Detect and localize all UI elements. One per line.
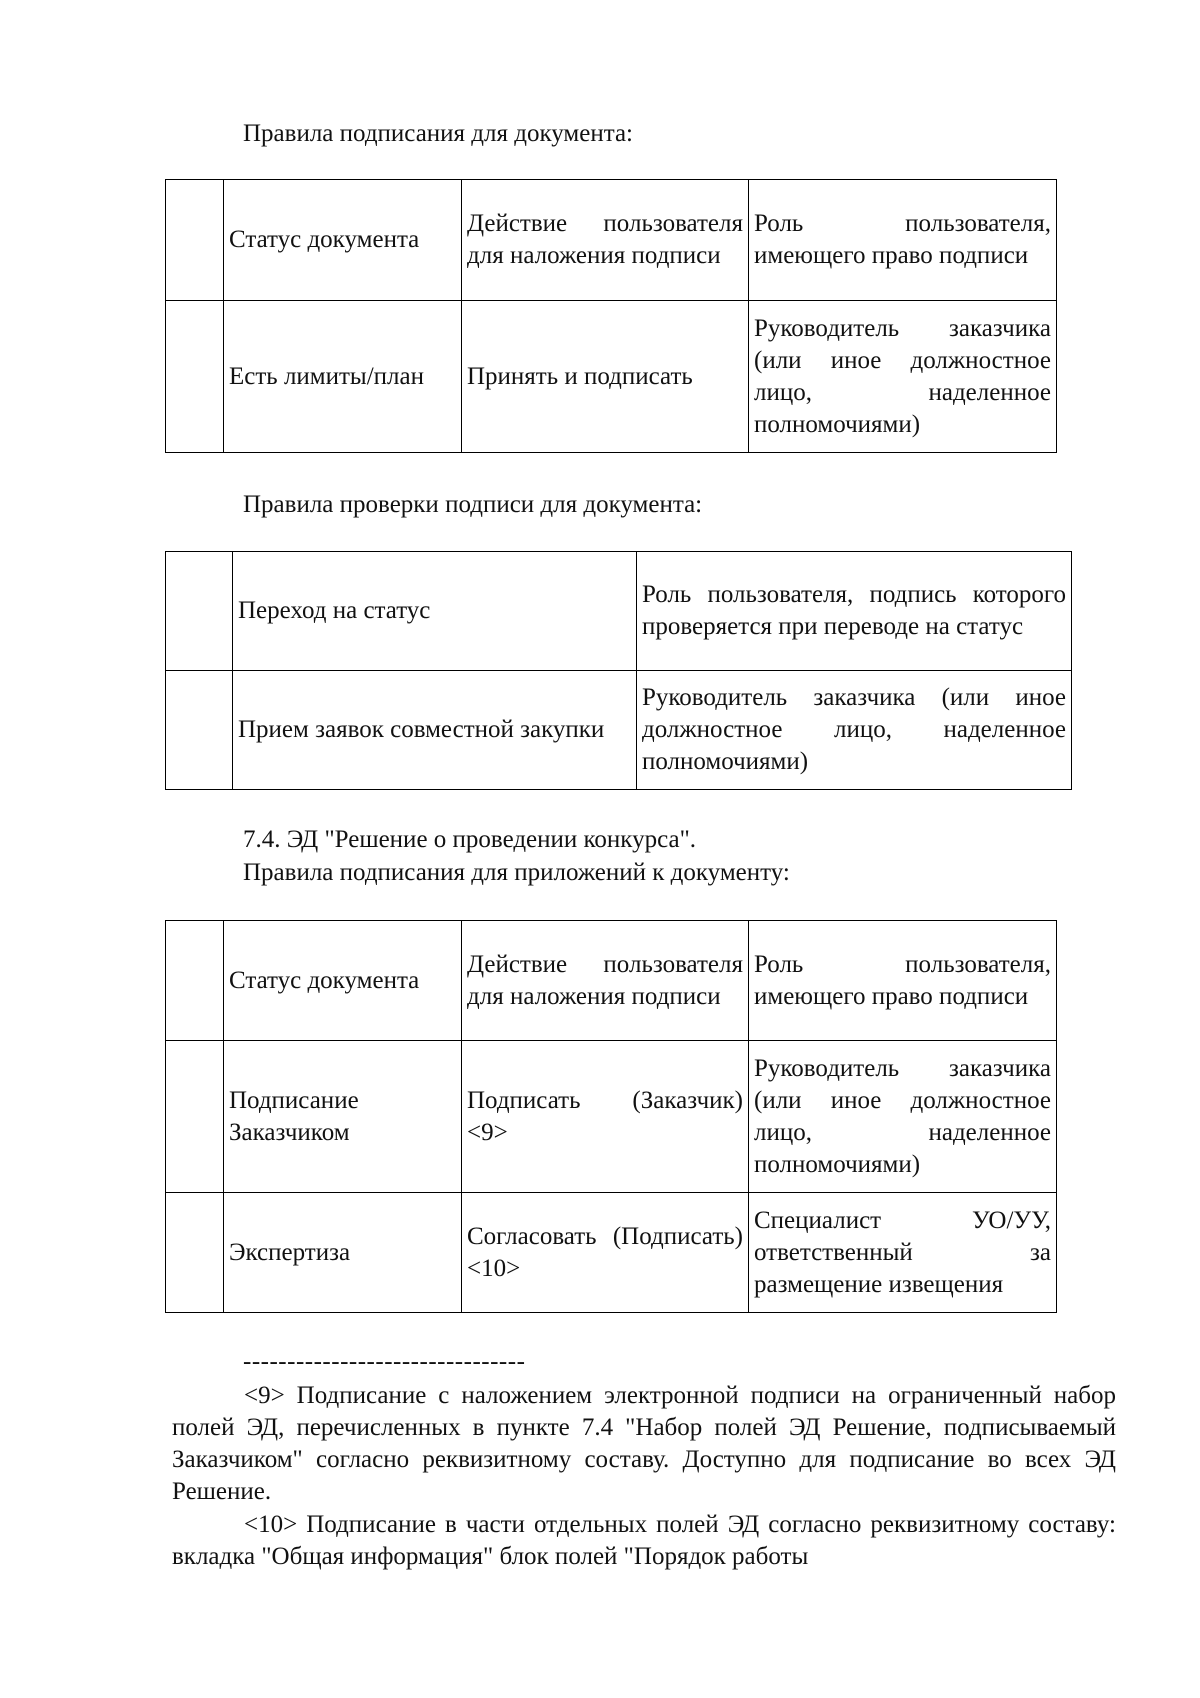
signing-rules-table: [165, 179, 1057, 453]
table-cell: [166, 1041, 224, 1193]
table-cell-role: Руководитель заказчика (или иное должностное лицо, наделенное полномочиями): [749, 301, 1057, 453]
table-cell-role: Руководитель заказчика (или иное должностное лицо, наделенное полномочиями): [637, 671, 1072, 790]
footnote-separator: --------------------------------: [243, 1348, 526, 1375]
table-cell-role: Руководитель заказчика (или иное должностное лицо, наделенное полномочиями): [749, 1041, 1057, 1193]
table-header-row: [166, 552, 1072, 671]
attachment-signing-rules-table: [165, 920, 1057, 1313]
column-header-role: Роль пользователя, имеющего право подписи: [749, 180, 1057, 301]
table-cell: [166, 180, 224, 301]
section-title: 7.4. ЭД "Решение о проведении конкурса".: [243, 826, 697, 853]
table-cell: [166, 301, 224, 453]
column-header-action: Действие пользователя для наложения подписи: [462, 180, 749, 301]
column-header-status: Статус документа: [224, 180, 462, 301]
table-row: [166, 1041, 1057, 1193]
table-cell-action: Подписать (Заказчик) <9>: [462, 1041, 749, 1193]
table-header-row: [166, 180, 1057, 301]
table-cell: [166, 671, 233, 790]
column-header-transition: Переход на статус: [233, 552, 637, 671]
table-cell-status: Подписание Заказчиком: [224, 1041, 462, 1193]
table-cell: [166, 1193, 224, 1313]
heading-verification-rules: Правила проверки подписи для документа:: [243, 491, 703, 518]
table-cell-action: Согласовать (Подписать) <10>: [462, 1193, 749, 1313]
table-cell-status: Есть лимиты/план: [224, 301, 462, 453]
footnote-9: <9> Подписание с наложением электронной подписи на ограниченный набор полей ЭД, перечисленных в пункте 7.4 "Набор полей ЭД Решение, подписываемый Заказчиком" согласно реквизитному составу. Доступно для подписание во всех ЭД Решение.: [172, 1382, 1116, 1505]
table-cell-action: Принять и подписать: [462, 301, 749, 453]
heading-attachment-signing-rules: Правила подписания для приложений к документу:: [243, 859, 790, 886]
column-header-status: Статус документа: [224, 921, 462, 1041]
table-row: [166, 301, 1057, 453]
footnote-10: <10> Подписание в части отдельных полей ЭД согласно реквизитному составу: вкладка "Общая информация" блок полей "Порядок работы: [172, 1511, 1116, 1570]
table-row: [166, 671, 1072, 790]
table-cell-role: Специалист УО/УУ, ответственный за размещение извещения: [749, 1193, 1057, 1313]
verification-rules-table: [165, 551, 1072, 790]
table-header-row: [166, 921, 1057, 1041]
column-header-role: Роль пользователя, подпись которого проверяется при переводе на статус: [637, 552, 1072, 671]
table-cell-status: Экспертиза: [224, 1193, 462, 1313]
heading-signing-rules: Правила подписания для документа:: [243, 120, 633, 147]
column-header-role: Роль пользователя, имеющего право подписи: [749, 921, 1057, 1041]
table-cell-transition: Прием заявок совместной закупки: [233, 671, 637, 790]
column-header-action: Действие пользователя для наложения подписи: [462, 921, 749, 1041]
table-cell: [166, 921, 224, 1041]
table-cell: [166, 552, 233, 671]
table-row: [166, 1193, 1057, 1313]
